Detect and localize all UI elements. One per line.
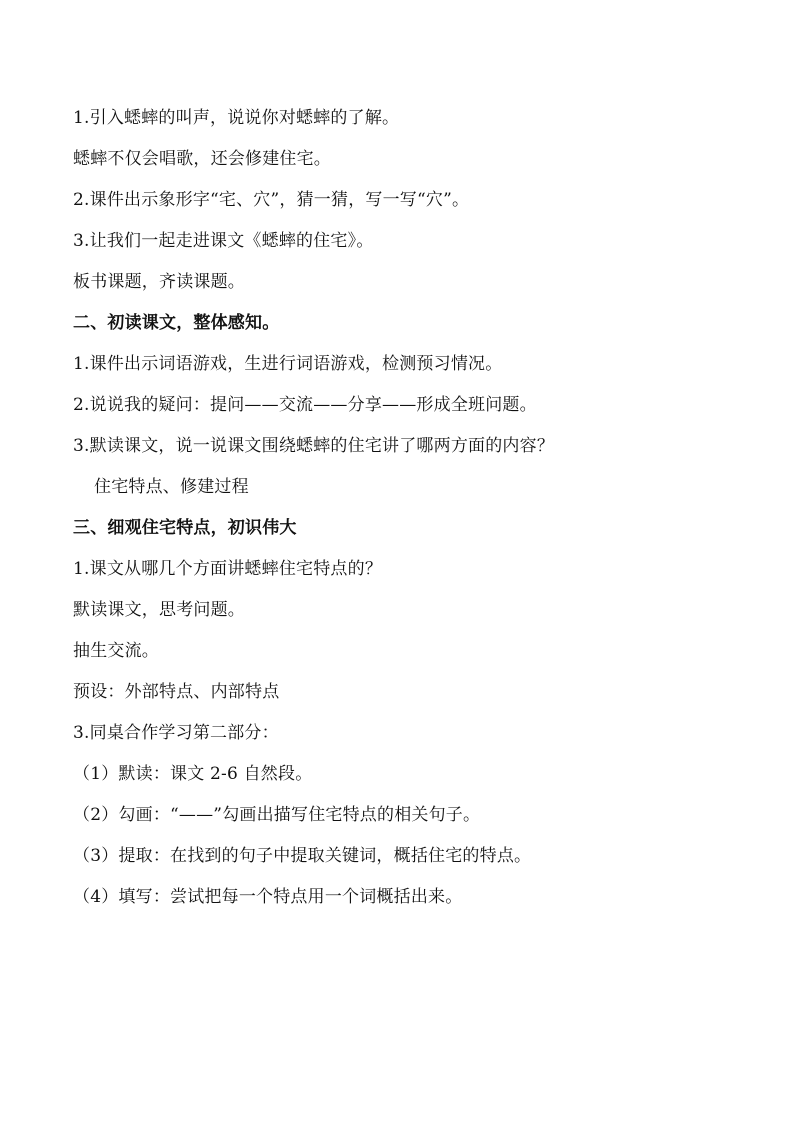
- text-line: 蟋蟀不仅会唱歌，还会修建住宅。: [73, 149, 331, 169]
- text-line: 3.同桌合作学习第二部分：: [73, 723, 279, 743]
- text-line: 1.课文从哪几个方面讲蟋蟀住宅特点的？: [73, 559, 383, 579]
- text-line: 3.默读课文，说一说课文围绕蟋蟀的住宅讲了哪两方面的内容？: [73, 436, 555, 456]
- text-line: 默读课文，思考问题。: [73, 600, 245, 620]
- text-line: （1）默读：课文 2-6 自然段。: [73, 764, 313, 784]
- text-line: （4）填写：尝试把每一个特点用一个词概括出来。: [73, 887, 463, 907]
- document-page: [73, 98, 753, 918]
- section-heading: 二、初读课文，整体感知。: [73, 313, 280, 333]
- text-line: 预设：外部特点、内部特点: [73, 682, 280, 702]
- text-line: 3.让我们一起走进课文《蟋蟀的住宅》。: [73, 231, 374, 251]
- text-line: 抽生交流。: [73, 641, 159, 661]
- text-line: （2）勾画：“——”勾画出描写住宅特点的相关句子。: [73, 805, 481, 825]
- text-line: 住宅特点、修建过程: [94, 477, 249, 497]
- text-line: 板书课题，齐读课题。: [73, 272, 245, 292]
- text-line: 2.课件出示象形字“宅、穴”，猜一猜，写一写“穴”。: [73, 190, 470, 210]
- text-line: （3）提取：在找到的句子中提取关键词，概括住宅的特点。: [73, 846, 532, 866]
- section-heading: 三、细观住宅特点，初识伟大: [73, 518, 297, 538]
- text-line: 1.引入蟋蟀的叫声，说说你对蟋蟀的了解。: [73, 108, 400, 128]
- text-line: 2.说说我的疑问：提问——交流——分享——形成全班问题。: [73, 395, 537, 415]
- text-line: 1.课件出示词语游戏，生进行词语游戏，检测预习情况。: [73, 354, 503, 374]
